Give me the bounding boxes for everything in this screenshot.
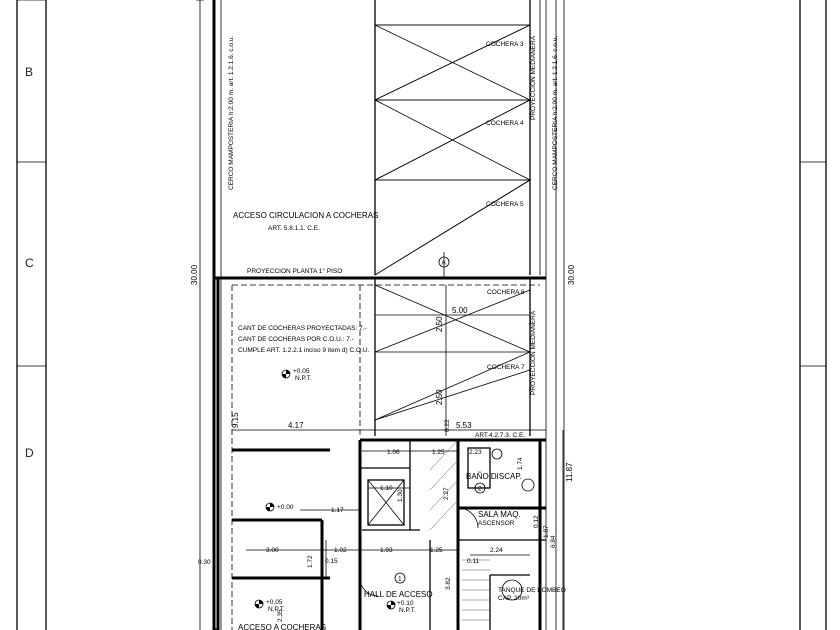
dim-1-74: 1.74 (517, 457, 524, 470)
dim-2-23: 2.23 (469, 449, 482, 456)
grid-letter-b: B (25, 65, 34, 79)
npt-005-value-a: +0.05 (293, 368, 310, 375)
proyeccion-medianera-bottom: PROYECCION MEDIANERA (530, 310, 537, 395)
art-5811-label: ART. 5.8.1.1. C.E. (268, 225, 320, 232)
level-marker-icon (387, 601, 395, 609)
dim-2-50-b: 2.50 (435, 389, 444, 405)
grid-letter-c: C (25, 256, 34, 270)
dim-0-30: 0.30 (198, 559, 211, 566)
dim-2-27: 2.27 (443, 487, 450, 500)
dim-1-02: 1.02 (334, 547, 347, 554)
wc-circle (492, 449, 502, 459)
grid-letter-d: D (25, 446, 34, 460)
level-marker-icon (266, 503, 274, 511)
dim-0-12: 0.12 (533, 515, 540, 528)
art-4273-label: ART.4.2.7.3. C.E. (475, 432, 526, 439)
dim-5-00: 5.00 (452, 306, 468, 315)
ascensor-label: ASCENSOR (478, 520, 515, 527)
dim-1-17: 1.17 (331, 507, 344, 514)
proyeccion-planta-label: PROYECCION PLANTA 1° PISO (247, 268, 343, 275)
dim-30-left: 30.00 (190, 264, 199, 285)
stair-lines (430, 440, 490, 620)
dim-2-24: 2.24 (490, 547, 503, 554)
dim-4-17: 4.17 (288, 421, 304, 430)
cap-label: CAP. 30m³ (498, 595, 529, 602)
dim-3-82: 3.82 (445, 577, 452, 590)
bano-discap-label: BAÑO DISCAP. (466, 472, 522, 481)
cochera-4-label: COCHERA 4 (486, 120, 524, 127)
dim-1-30: 1.30 (397, 489, 404, 502)
dim-11-87: 11.87 (565, 462, 574, 482)
tanque-label: TANQUE DE BOMBEO (498, 587, 566, 594)
npt-000-value: +0.00 (277, 504, 294, 511)
acceso-cochera-label: ACCESO A COCHERAS (238, 623, 327, 630)
dim-5-53: 5.53 (456, 421, 472, 430)
dim-1-93: 1.93 (380, 547, 393, 554)
bano-num: 2 (478, 485, 482, 493)
cochera-6-label: COCHERA 6 (487, 289, 525, 296)
hall-acceso-label: HALL DE ACCESO (364, 590, 433, 599)
acceso-circulacion-label: ACCESO CIRCULACION A COCHERAS (233, 211, 379, 220)
cerco-right-label: CERCO MAMPOSTERIA h:2.00 m. art. 1.2.1.6. c.o.u. (552, 35, 559, 190)
cant-line-3: CUMPLE ART. 1.2.2.1 inciso 9 item d) C.O.U. (238, 347, 370, 354)
level-marker-icon (255, 600, 263, 608)
npt-label-b: N.P.T. (268, 606, 285, 613)
dim-0-11: 0.11 (467, 558, 480, 565)
cochera-5-label: COCHERA 5 (486, 201, 524, 208)
dim-0-22: 0.22 (444, 419, 451, 432)
sala-maq-label: SALA MAQ. (478, 510, 521, 519)
npt-005-value-b: +0.05 (266, 599, 283, 606)
dim-3-00: 3.00 (266, 547, 279, 554)
cochera-7-label: COCHERA 7 (487, 364, 525, 371)
parking-stalls-lower (375, 278, 530, 436)
dim-2-50-a: 2.50 (435, 316, 444, 332)
npt-010-value: +0.10 (397, 600, 414, 607)
cant-line-1: CANT DE COCHERAS PROYECTADAS: 7.- (238, 325, 367, 332)
dim-2-35: 2.35 (277, 609, 284, 622)
dim-9-15: 9.15 (231, 412, 240, 428)
npt-label-a: N.P.T. (295, 375, 312, 382)
dim-1-10: 1.10 (380, 485, 393, 492)
npt-label-c: N.P.T. (399, 607, 416, 614)
cerco-left-label: CERCO MAMPOSTERIA h:2.00 m. art. 1.2.1.6. c.o.u. (228, 35, 235, 190)
cant-line-2: CANT DE COCHERAS POR C.O.U.: 7.- (238, 336, 354, 343)
dim-1-72: 1.72 (307, 555, 314, 568)
hall-num: 1 (398, 575, 402, 583)
section-marker-a: A (441, 259, 446, 267)
sink-fixture (522, 479, 534, 491)
level-marker-icon (282, 370, 290, 378)
dim-1-06: 1.06 (387, 449, 400, 456)
dim-6-84: 6.84 (550, 535, 557, 548)
dim-1-87: 1.87 (543, 525, 550, 538)
proyeccion-medianera-top: PROYECCION MEDIANERA (530, 35, 537, 120)
dim-30-right: 30.00 (567, 264, 576, 285)
dim-1-25-a: 1.25 (432, 449, 445, 456)
dim-1-25-b: 1.25 (430, 547, 443, 554)
cochera-3-label: COCHERA 3 (486, 41, 524, 48)
dim-0-15: 0.15 (325, 558, 338, 565)
